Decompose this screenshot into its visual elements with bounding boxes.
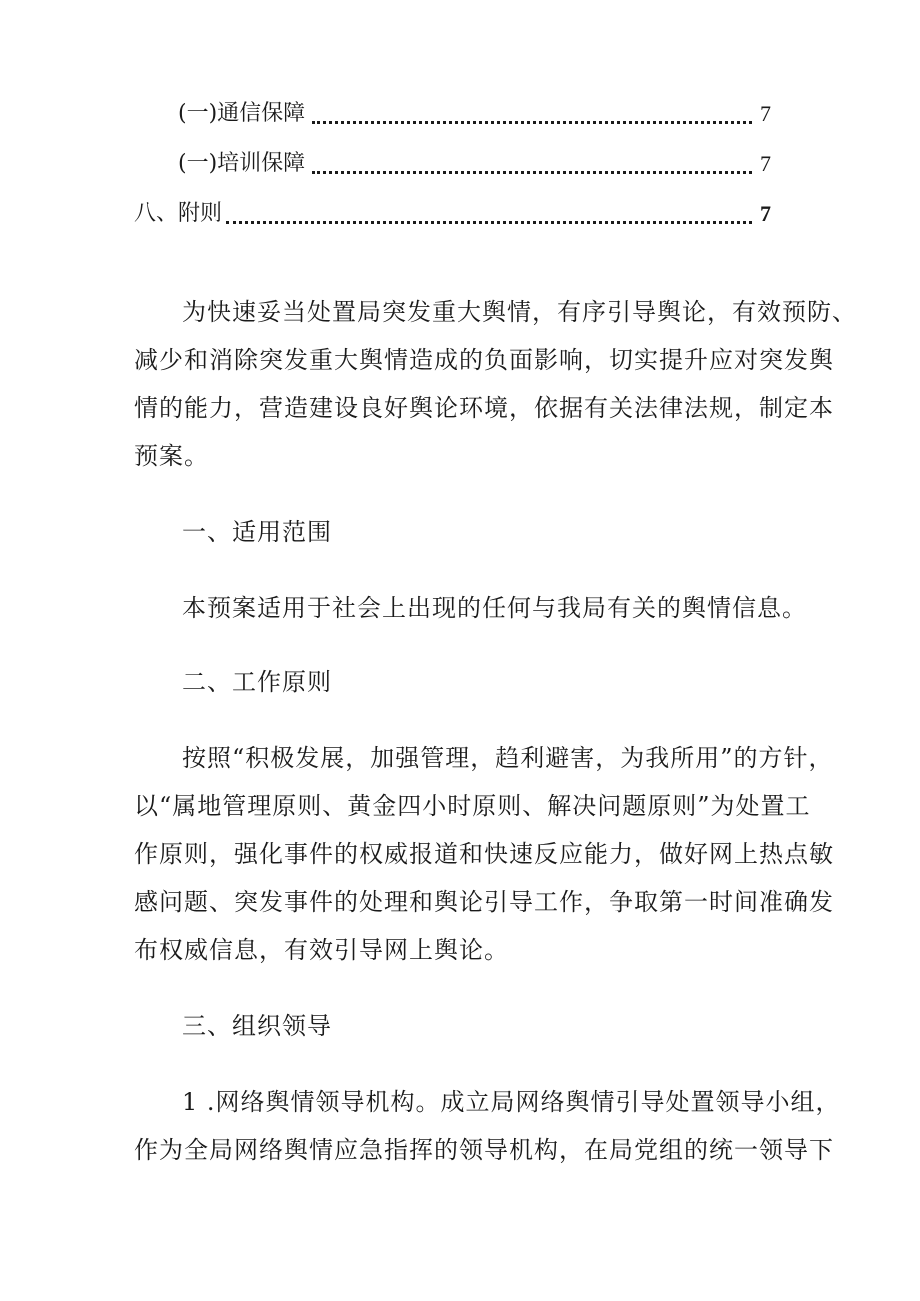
section-heading: 一、适用范围 bbox=[182, 518, 332, 546]
toc-entry[interactable] bbox=[0, 149, 920, 179]
toc-leader-dots bbox=[226, 217, 752, 224]
intro-line: 情的能力，营造建设良好舆论环境，依据有关法律法规，制定本 bbox=[134, 394, 834, 422]
section-body-line: 以“属地管理原则、黄金四小时原则、解决问题原则”为处置工 bbox=[134, 792, 811, 820]
section-body-line: 感问题、突发事件的处理和舆论引导工作，争取第一时间准确发 bbox=[134, 888, 834, 916]
toc-entry-page: 7 bbox=[760, 101, 771, 126]
intro-line: 预案。 bbox=[134, 442, 209, 470]
section-body-line: 1 .网络舆情领导机构。成立局网络舆情引导处置领导小组， bbox=[182, 1088, 841, 1116]
section-body-line: 作为全局网络舆情应急指挥的领导机构，在局党组的统一领导下 bbox=[134, 1136, 834, 1164]
section-body-line: 作原则，强化事件的权威报道和快速反应能力，做好网上热点敏 bbox=[134, 840, 834, 868]
section-body-line: 布权威信息，有效引导网上舆论。 bbox=[134, 936, 509, 964]
toc-entry-label: 八、附则 bbox=[134, 201, 223, 226]
toc-entry-page: 7 bbox=[760, 151, 771, 176]
toc-leader-dots bbox=[312, 117, 752, 124]
toc-entry-label: (一)培训保障 bbox=[178, 151, 306, 176]
intro-line: 减少和消除突发重大舆情造成的负面影响，切实提升应对突发舆 bbox=[134, 346, 834, 374]
toc-entry[interactable] bbox=[0, 199, 920, 229]
section-heading: 二、工作原则 bbox=[182, 668, 332, 696]
section-body: 本预案适用于社会上出现的任何与我局有关的舆情信息。 bbox=[182, 594, 807, 622]
section-heading: 三、组织领导 bbox=[182, 1012, 332, 1040]
toc-entry[interactable] bbox=[0, 99, 920, 129]
section-body-line: 按照“积极发展，加强管理，趋利避害，为我所用”的方针， bbox=[182, 744, 834, 772]
toc-entry-page: 7 bbox=[760, 201, 771, 226]
toc-leader-dots bbox=[312, 167, 752, 174]
toc-entry-label: (一)通信保障 bbox=[178, 101, 306, 126]
intro-line: 为快速妥当处置局突发重大舆情，有序引导舆论，有效预防、 bbox=[182, 298, 857, 326]
